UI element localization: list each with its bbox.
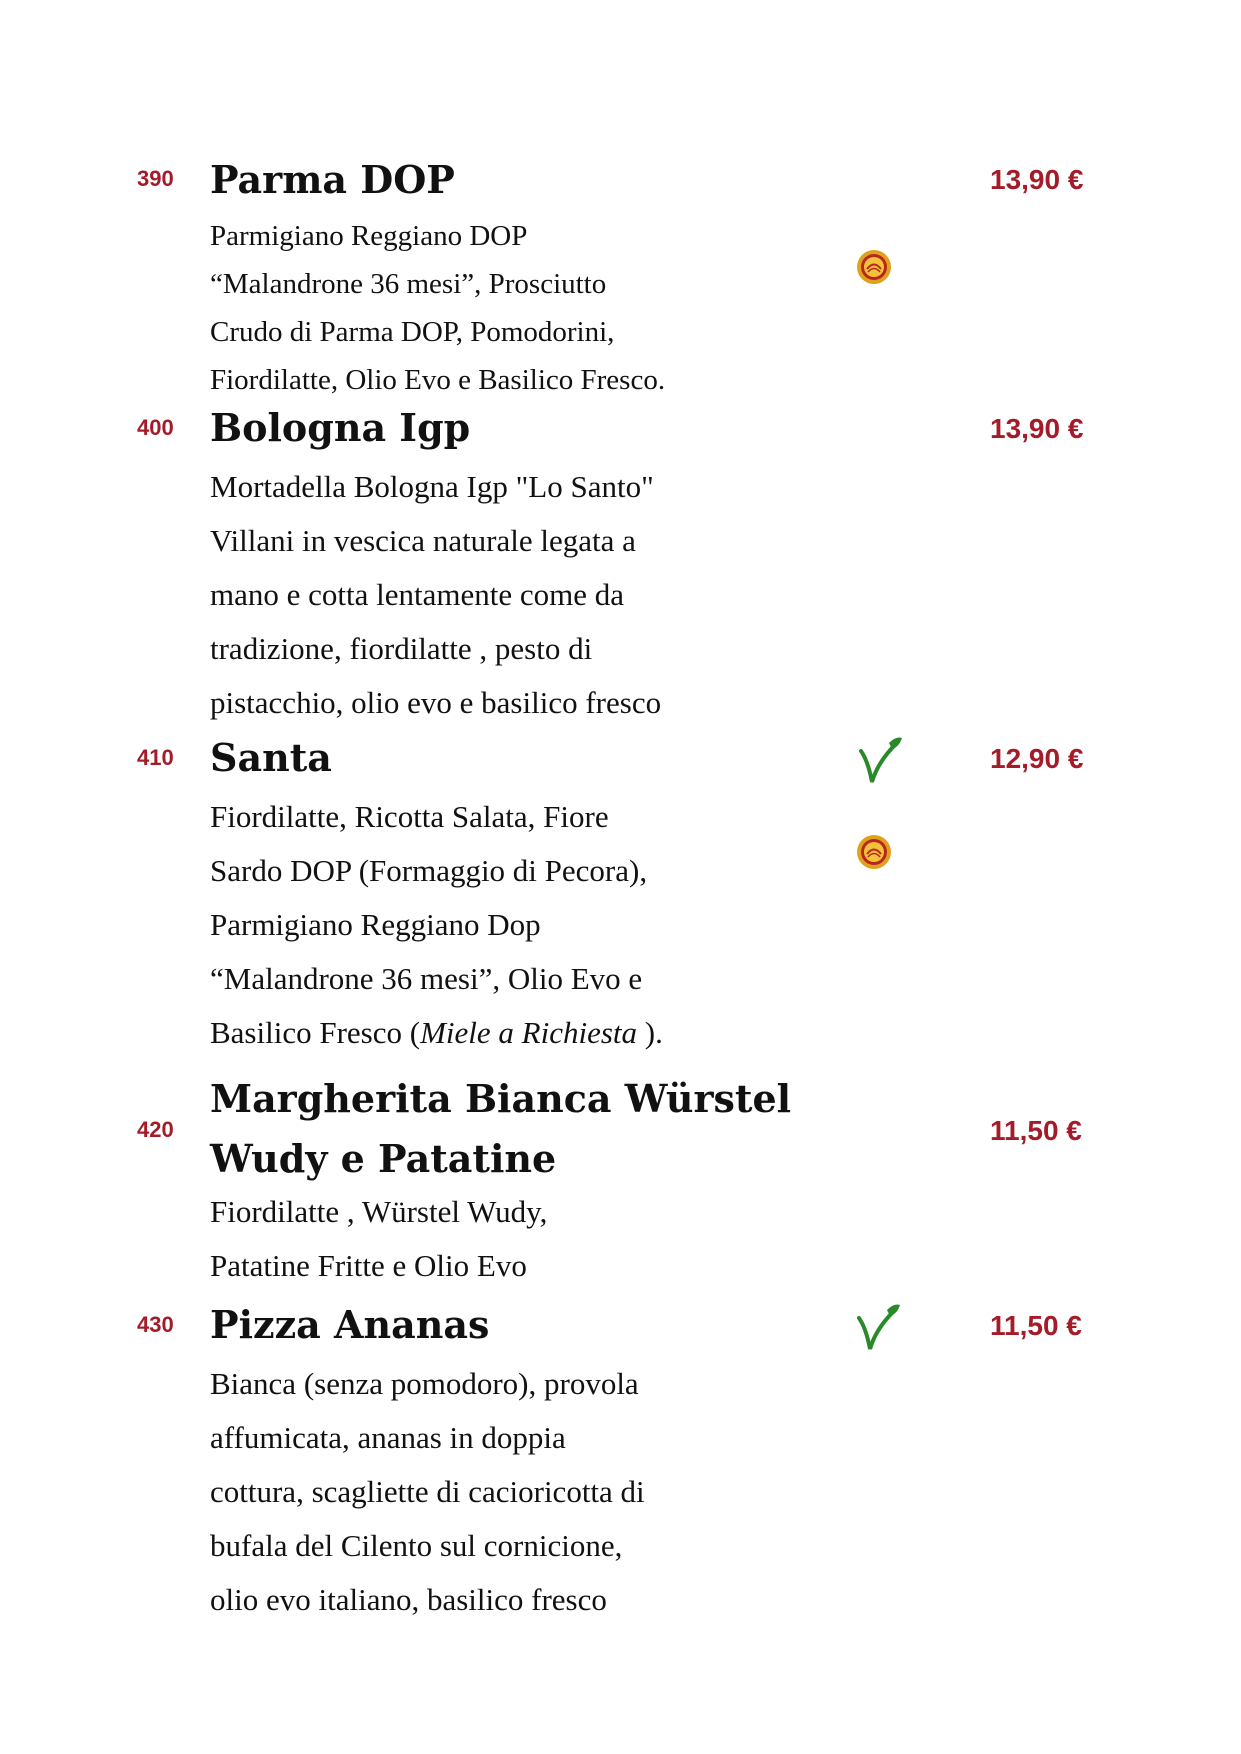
description-line: Mortadella Bologna Igp "Lo Santo" (210, 469, 654, 504)
item-name: Parma DOP (210, 157, 455, 202)
description-line: Patatine Fritte e Olio Evo (210, 1248, 527, 1283)
item-price: 11,50 € (990, 1115, 1082, 1146)
description-line: “Malandrone 36 mesi”, Olio Evo e (210, 961, 643, 996)
description-line-last (210, 1006, 663, 1060)
item-price: 12,90 € (990, 743, 1084, 774)
description-text: Basilico Fresco ( (210, 1015, 421, 1050)
dop-badge-icon (856, 249, 892, 285)
description-line: mano e cotta lentamente come da (210, 577, 625, 612)
dop-badge-icon (856, 834, 892, 870)
item-description (210, 790, 663, 1060)
description-line: Fiordilatte , Würstel Wudy, (210, 1194, 548, 1229)
item-description (210, 212, 665, 404)
description-line: cottura, scagliette di cacioricotta di (210, 1474, 645, 1509)
description-line: Crudo di Parma DOP, Pomodorini, (210, 316, 615, 348)
item-number: 430 (137, 1312, 174, 1337)
item-number: 400 (137, 415, 174, 440)
vegetarian-icon (858, 735, 904, 787)
item-name: Pizza Ananas (210, 1302, 490, 1347)
description-line: Sardo DOP (Formaggio di Pecora), (210, 853, 648, 888)
item-name-line: Margherita Bianca Würstel (210, 1076, 792, 1121)
description-line: Bianca (senza pomodoro), provola (210, 1366, 639, 1401)
description-line: olio evo italiano, basilico fresco (210, 1582, 607, 1617)
description-line: bufala del Cilento sul cornicione, (210, 1528, 623, 1563)
description-italic-note: Miele a Richiesta (420, 1015, 638, 1050)
item-number: 390 (137, 166, 174, 191)
item-description (210, 1185, 547, 1293)
description-line: Fiordilatte, Olio Evo e Basilico Fresco. (210, 364, 666, 396)
item-description (210, 460, 661, 730)
description-line: Fiordilatte, Ricotta Salata, Fiore (210, 799, 609, 834)
item-name: Bologna Igp (210, 405, 471, 450)
vegetarian-icon (856, 1302, 902, 1354)
description-line: Parmigiano Reggiano DOP (210, 220, 528, 252)
item-price: 13,90 € (990, 164, 1084, 195)
item-name-line: Wudy e Patatine (210, 1136, 557, 1181)
description-line: “Malandrone 36 mesi”, Prosciutto (210, 268, 607, 300)
item-number: 410 (137, 745, 174, 770)
item-number: 420 (137, 1117, 174, 1142)
description-line: tradizione, fiordilatte , pesto di (210, 631, 593, 666)
item-name: Santa (210, 735, 332, 780)
item-price: 13,90 € (990, 413, 1084, 444)
item-price: 11,50 € (990, 1310, 1082, 1341)
description-line: pistacchio, olio evo e basilico fresco (210, 685, 662, 720)
description-line: affumicata, ananas in doppia (210, 1420, 566, 1455)
item-description (210, 1357, 645, 1627)
description-line: Villani in vescica naturale legata a (210, 523, 636, 558)
description-tail: ). (637, 1015, 663, 1050)
description-line: Parmigiano Reggiano Dop (210, 907, 541, 942)
